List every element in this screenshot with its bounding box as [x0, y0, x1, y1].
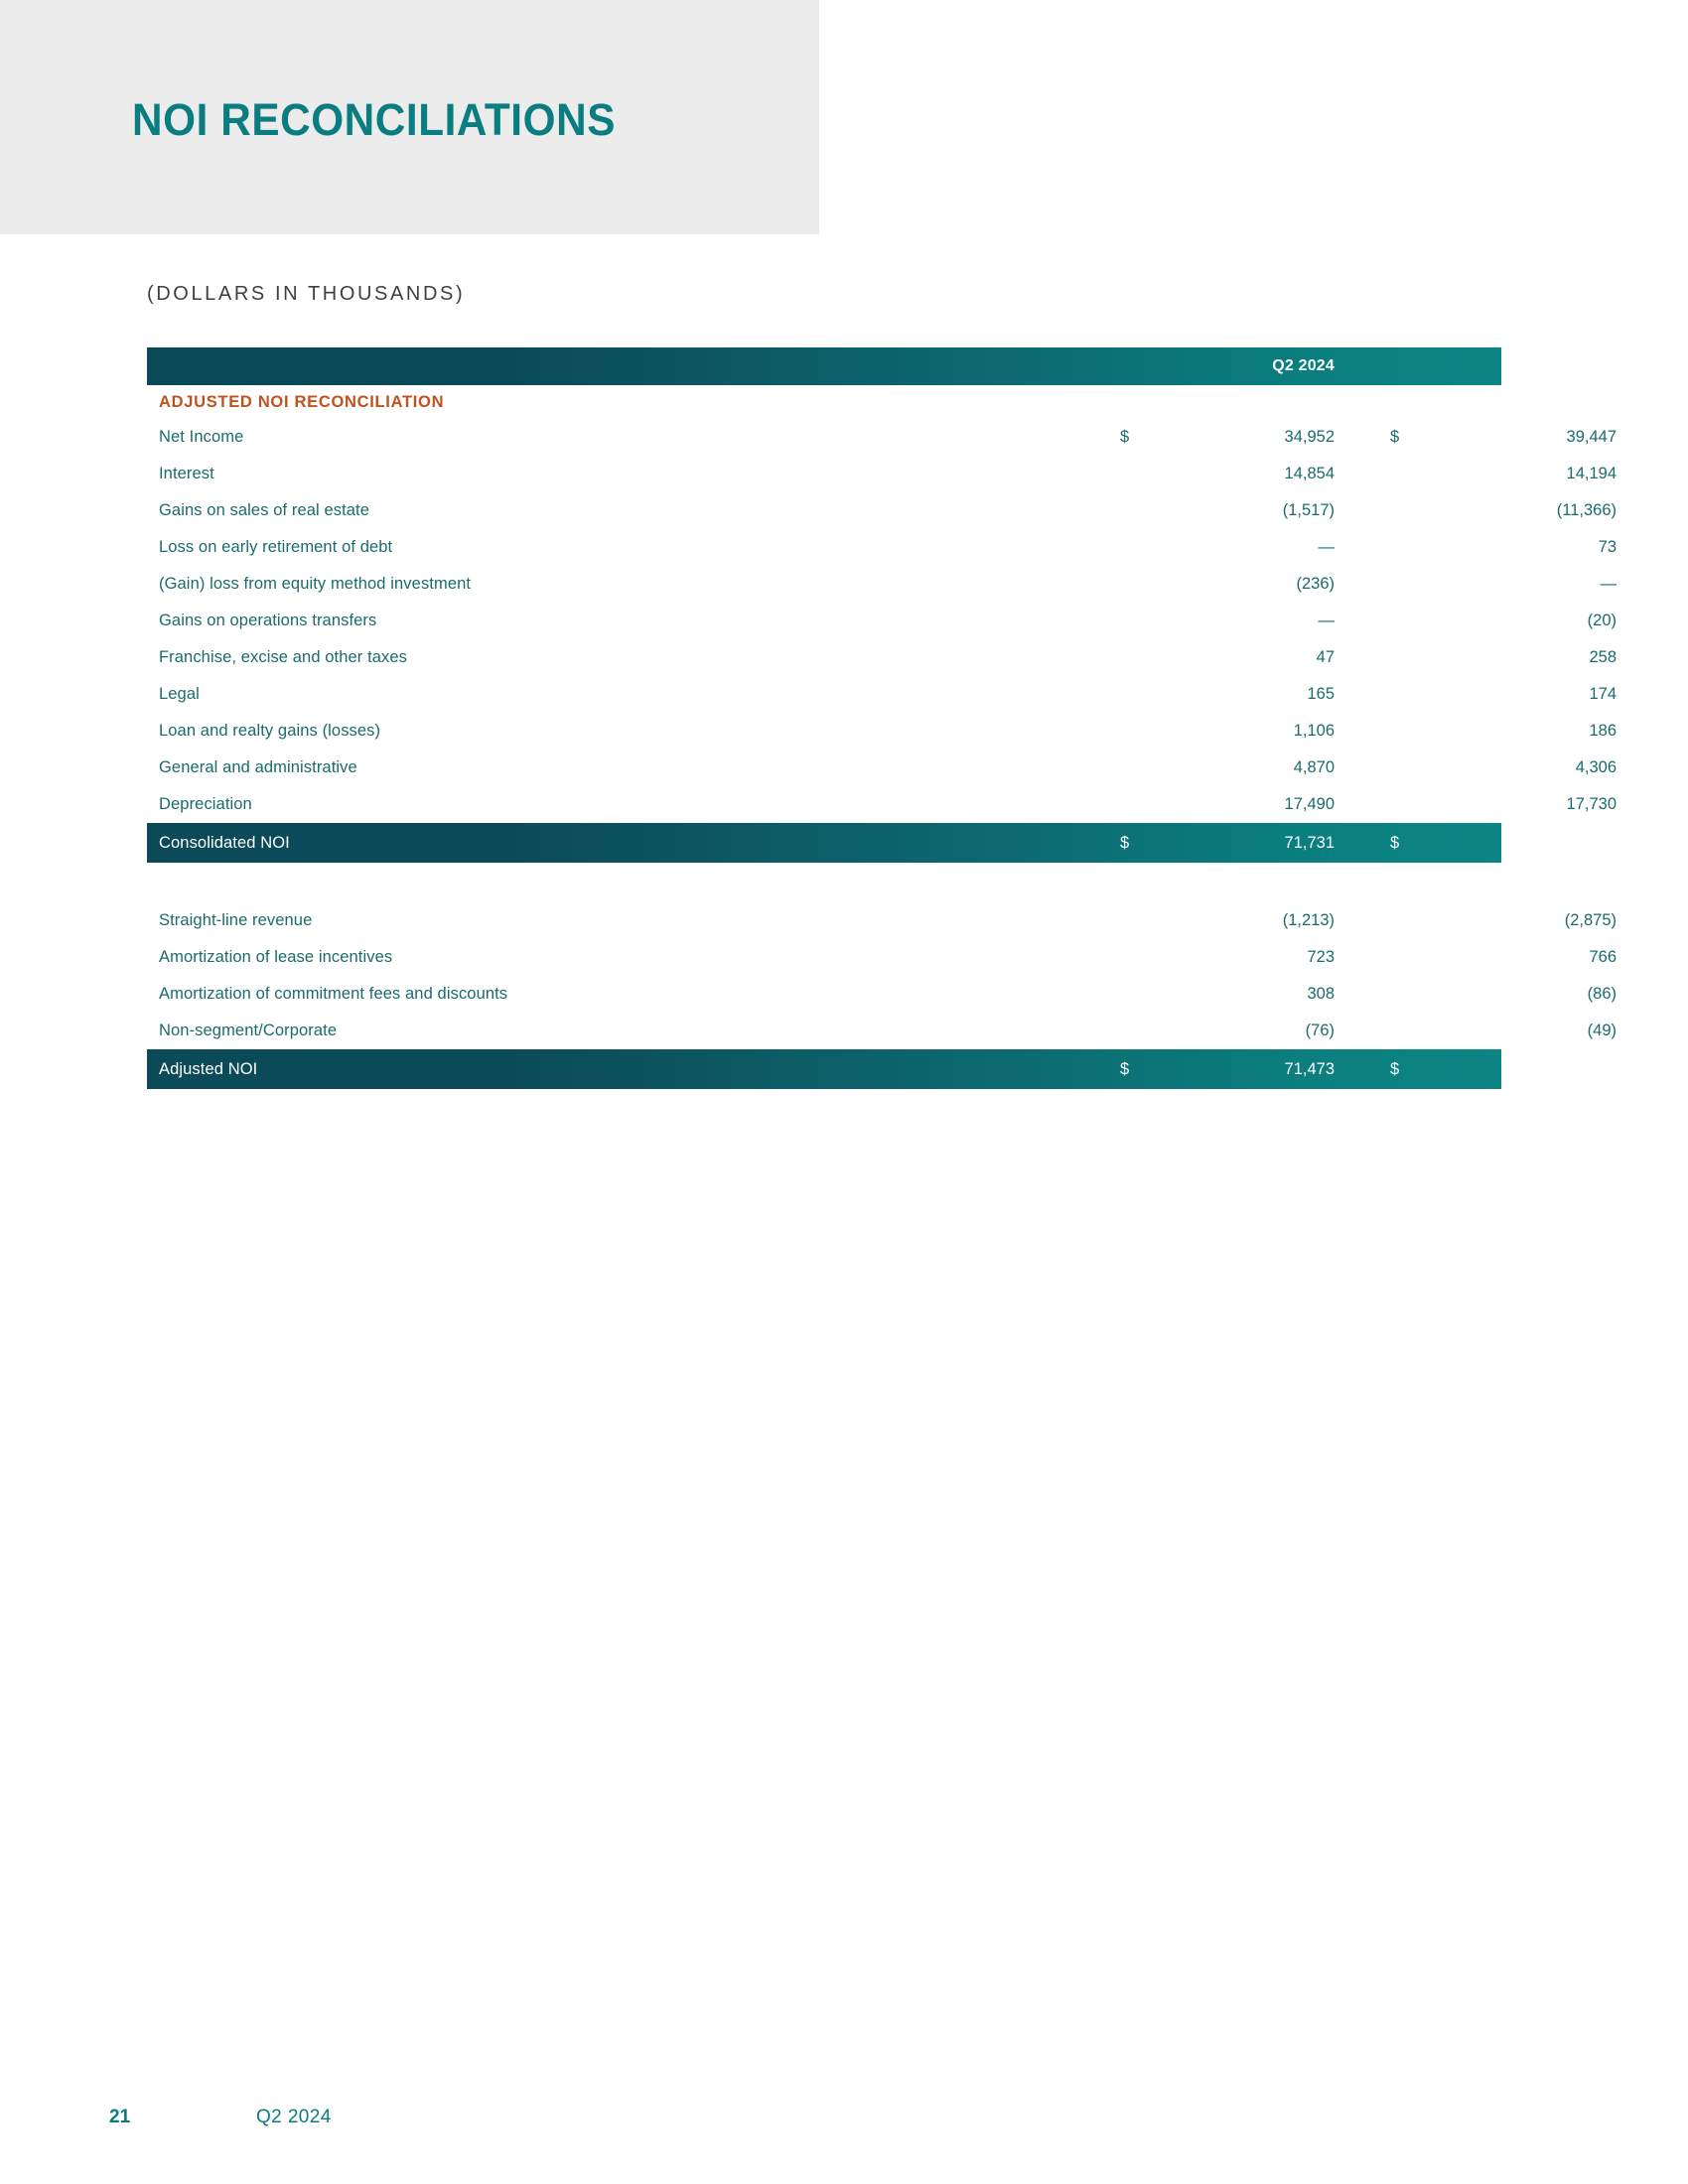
row-value-q2-2024: 14,854 — [1284, 465, 1335, 482]
total-row-consolidated-noi — [147, 823, 1617, 863]
row-label: Amortization of commitment fees and discounts — [159, 985, 508, 1003]
row-value-q2-2023: (2,875) — [1564, 911, 1617, 929]
row-label: Gains on operations transfers — [159, 612, 377, 629]
total-value-q2-2024: 71,731 — [1284, 833, 1335, 852]
total-label: Consolidated NOI — [159, 833, 290, 852]
row-value-q2-2023: 766 — [1589, 948, 1617, 966]
section-heading-label: ADJUSTED NOI RECONCILIATION — [159, 392, 445, 411]
column-header-q2-2023: Q2 2023 — [1554, 357, 1617, 374]
row-value-q2-2024: 723 — [1307, 948, 1335, 966]
row-value-q2-2024: (76) — [1305, 1022, 1335, 1039]
row-value-q2-2024: — — [1318, 612, 1335, 629]
page-title: NOI RECONCILIATIONS — [132, 94, 616, 145]
total-value-q2-2023: 64,982 — [1566, 833, 1617, 852]
row-value-q2-2023: 73 — [1598, 538, 1617, 556]
table-row — [147, 976, 1617, 1013]
row-label: Legal — [159, 685, 200, 703]
row-label: Gains on sales of real estate — [159, 501, 370, 519]
row-value-q2-2023: 39,447 — [1566, 428, 1617, 446]
section-heading-adjusted-noi-reconciliation — [147, 385, 1501, 419]
table-row — [147, 639, 1617, 676]
table-body-section-1 — [147, 419, 1617, 823]
row-label: (Gain) loss from equity method investment — [159, 575, 472, 593]
row-currency-q2-2023: $ — [1390, 428, 1400, 446]
row-label: Non-segment/Corporate — [159, 1022, 338, 1039]
row-value-q2-2024: 308 — [1307, 985, 1335, 1003]
total-label: Adjusted NOI — [159, 1059, 258, 1078]
total-currency-q2-2023: $ — [1390, 833, 1400, 852]
row-value-q2-2024: 165 — [1307, 685, 1335, 703]
table-row — [147, 603, 1617, 639]
section-spacer — [147, 863, 1501, 902]
row-currency-q2-2024: $ — [1120, 428, 1130, 446]
table-row — [147, 1013, 1617, 1049]
row-label: Interest — [159, 465, 214, 482]
table-row — [147, 529, 1617, 566]
row-value-q2-2023: 4,306 — [1575, 758, 1617, 776]
row-value-q2-2023: (86) — [1587, 985, 1617, 1003]
table-row — [147, 676, 1617, 713]
row-value-q2-2023: (49) — [1587, 1022, 1617, 1039]
row-value-q2-2024: 4,870 — [1293, 758, 1335, 776]
total-currency-q2-2024: $ — [1120, 1059, 1130, 1078]
footer — [109, 2107, 606, 2136]
row-value-q2-2024: (1,213) — [1282, 911, 1335, 929]
total-row-adjusted-noi — [147, 1049, 1617, 1089]
row-value-q2-2024: — — [1318, 538, 1335, 556]
footer-period: Q2 2024 — [256, 2107, 332, 2127]
table-body-section-2 — [147, 902, 1617, 1049]
row-value-q2-2024: (1,517) — [1282, 501, 1335, 519]
table-row — [147, 750, 1617, 786]
row-label: Loan and realty gains (losses) — [159, 722, 381, 740]
footer-page-number: 21 — [109, 2107, 131, 2127]
row-label: Straight-line revenue — [159, 911, 313, 929]
noi-reconciliation-table — [147, 347, 1617, 1089]
table-row — [147, 492, 1617, 529]
units-subtitle: (DOLLARS IN THOUSANDS) — [147, 283, 466, 305]
row-value-q2-2024: 17,490 — [1284, 795, 1335, 813]
total-currency-q2-2023: $ — [1390, 1059, 1400, 1078]
row-label: Loss on early retirement of debt — [159, 538, 393, 556]
row-label: Amortization of lease incentives — [159, 948, 393, 966]
table-row — [147, 419, 1617, 456]
row-label: General and administrative — [159, 758, 357, 776]
column-header-q2-2024: Q2 2024 — [1272, 357, 1335, 374]
row-value-q2-2024: (236) — [1296, 575, 1335, 593]
total-value-q2-2023: 62,738 — [1566, 1059, 1617, 1078]
row-value-q2-2024: 47 — [1316, 648, 1335, 666]
table-header-row — [147, 347, 1617, 385]
row-value-q2-2024: 1,106 — [1293, 722, 1335, 740]
row-value-q2-2023: 174 — [1589, 685, 1617, 703]
table-row — [147, 939, 1617, 976]
row-value-q2-2024: 34,952 — [1284, 428, 1335, 446]
row-value-q2-2023: 258 — [1589, 648, 1617, 666]
row-value-q2-2023: (11,366) — [1556, 501, 1617, 519]
table-row — [147, 713, 1617, 750]
row-label: Net Income — [159, 428, 244, 446]
row-value-q2-2023: — — [1600, 575, 1617, 593]
row-value-q2-2023: (20) — [1587, 612, 1617, 629]
table-row — [147, 456, 1617, 492]
table-row — [147, 902, 1617, 939]
row-value-q2-2023: 14,194 — [1566, 465, 1617, 482]
row-value-q2-2023: 17,730 — [1566, 795, 1617, 813]
total-value-q2-2024: 71,473 — [1284, 1059, 1335, 1078]
table-row — [147, 786, 1617, 823]
table-row — [147, 566, 1617, 603]
row-label: Depreciation — [159, 795, 252, 813]
total-currency-q2-2024: $ — [1120, 833, 1130, 852]
row-label: Franchise, excise and other taxes — [159, 648, 408, 666]
row-value-q2-2023: 186 — [1589, 722, 1617, 740]
